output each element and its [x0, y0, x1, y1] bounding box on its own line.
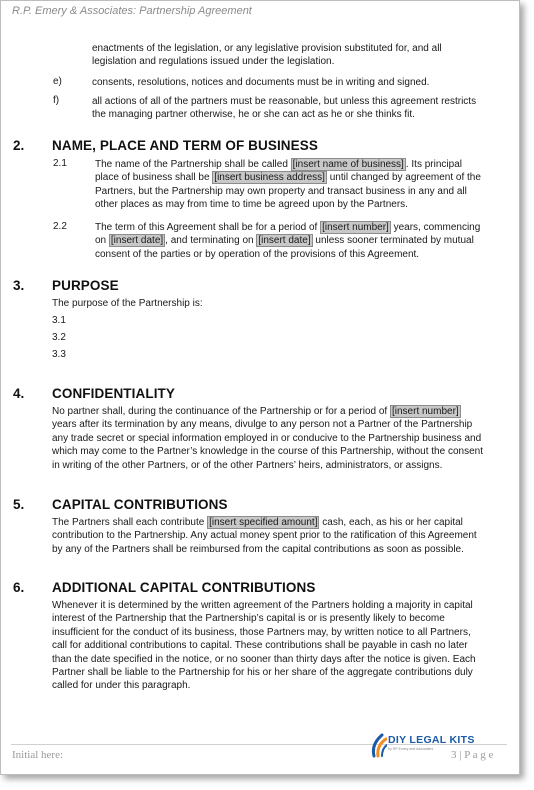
clause-2-1-line-2: place of business shall be [insert business address] until changed by agreement of the [95, 172, 481, 184]
section-6-line-5: than the date specified in the notice, or no sooner than thirty days after the notice is given. Each [52, 653, 476, 665]
section-3-heading: PURPOSE [52, 278, 119, 293]
section-2-heading: NAME, PLACE AND TERM OF BUSINESS [52, 138, 318, 153]
clause-2-1-line-1: The name of the Partnership shall be called [insert name of business] . Its principal [95, 159, 462, 170]
section-3-number: 3. [13, 278, 25, 293]
clause-2-1-line-4: other places as may from time to time be agreed upon by the Partners. [95, 199, 408, 211]
section-5-line-1: The Partners shall each contribute [insert specified amount] cash, each, as his or her capital [52, 517, 463, 528]
clause-2-1-line-3: Partners, but the Partnership may own property and transact business in any and all [95, 185, 467, 197]
list-label-e: e) [53, 76, 62, 87]
clause-2-2-text [95, 221, 480, 261]
section-5-number: 5. [13, 497, 25, 512]
placeholder-term-years[interactable]: [insert number] [322, 222, 389, 233]
purpose-item-2: 3.2 [52, 332, 66, 343]
section-4-line-5: in writing of the other Partners, or of the other Partners’ heirs, administrators, or assigns. [52, 459, 443, 471]
section-6-line-6: Partner shall be liable to the Partnership for his or her share of the aggregate contributions duly [52, 667, 473, 679]
section-4-line-1: No partner shall, during the continuance of the Partnership or for a period of [insert number] [52, 406, 459, 417]
list-item-f [92, 95, 476, 122]
placeholder-business-name[interactable]: [insert name of business] [292, 159, 404, 170]
placeholder-start-date[interactable]: [insert date] [110, 235, 164, 247]
section-2-number: 2. [13, 138, 25, 153]
clause-2-2-number: 2.2 [53, 221, 67, 232]
section-4-line-2: years after its termination by any means, divulge to any person not a Partner of the Partnership [52, 419, 473, 431]
section-6-line-1: Whenever it is determined by the written agreement of the Partners holding a majority in capital [52, 600, 473, 611]
section-6-paragraph [52, 599, 476, 693]
placeholder-business-address[interactable]: [insert business address] [214, 172, 325, 184]
logo-swirl-icon [371, 732, 387, 758]
section-5-heading: CAPITAL CONTRIBUTIONS [52, 497, 228, 512]
clause-2-1-number: 2.1 [53, 158, 67, 169]
clause-2-2-line-2: on [insert date] , and terminating on [insert date] unless sooner terminated by mutual [95, 235, 474, 247]
section-6-number: 6. [13, 580, 25, 595]
section-5-line-3: by any of the Partners shall be reimbursed from the capital contributions as soon as possible. [52, 543, 464, 555]
section-5-line-2: contribution to the Partnership. Any actual money spent prior to the ratification of this Agreement [52, 530, 477, 542]
clause-2-2-line-1: The term of this Agreement shall be for a period of [insert number] years, commencing [95, 222, 481, 233]
section-4-heading: CONFIDENTIALITY [52, 386, 175, 401]
clause-2-2-line-3: consent of the parties or by operation of the provisions of this Agreement. [95, 248, 420, 260]
section-6-line-3: insufficient for the conduct of its business, those Partners may, by written notice to all Partners, [52, 626, 471, 638]
section-6-heading: ADDITIONAL CAPITAL CONTRIBUTIONS [52, 580, 316, 595]
purpose-item-3: 3.3 [52, 349, 66, 360]
logo-wordmark: DIY LEGAL KITS [388, 734, 475, 746]
section-6-line-7: called for under this paragraph. [52, 680, 191, 692]
list-item-f-line-2: the managing partner otherwise, he or she can act as he or she thinks fit. [92, 109, 415, 121]
section-6-line-2: interest of the Partnership that the Partnership’s capital is or is presently likely to become [52, 613, 445, 625]
section-3-intro: The purpose of the Partnership is: [52, 298, 203, 309]
list-item-e: consents, resolutions, notices and documents must be in writing and signed. [92, 77, 430, 88]
continued-line-2: legislation and regulations issued under the legislation. [92, 56, 335, 68]
section-6-line-4: call for additional contributions to capital. These contributions shall be payable in cash no later [52, 640, 468, 652]
logo-tagline: by RP Emery and Associates [388, 747, 434, 751]
placeholder-end-date[interactable]: [insert date] [258, 235, 311, 247]
clause-2-1-text [95, 158, 481, 212]
list-label-f: f) [53, 95, 60, 106]
section-4-line-4: which may come to the Partner’s knowledge in the course of this Partnership, without the consent [52, 446, 483, 458]
initial-here-label: Initial here: [12, 749, 64, 761]
list-item-f-line-1: all actions of all of the partners must be reasonable, but unless this agreement restricts [92, 96, 477, 107]
continued-paragraph [92, 42, 442, 69]
purpose-item-1: 3.1 [52, 315, 66, 326]
placeholder-capital-amount[interactable]: [insert specified amount] [209, 517, 318, 528]
continued-line-1: enactments of the legislation, or any legislative provision substituted for, and all [92, 43, 442, 54]
running-header: R.P. Emery & Associates: Partnership Agreement [12, 5, 252, 17]
page-number: 3 | P a g e [451, 749, 494, 761]
section-4-line-3: any trade secret or special information employed in or conducive to the Partnership business and [52, 432, 482, 444]
section-4-paragraph [52, 405, 483, 472]
section-4-number: 4. [13, 386, 25, 401]
placeholder-confidentiality-years[interactable]: [insert number] [391, 406, 459, 417]
section-5-paragraph [52, 516, 477, 556]
